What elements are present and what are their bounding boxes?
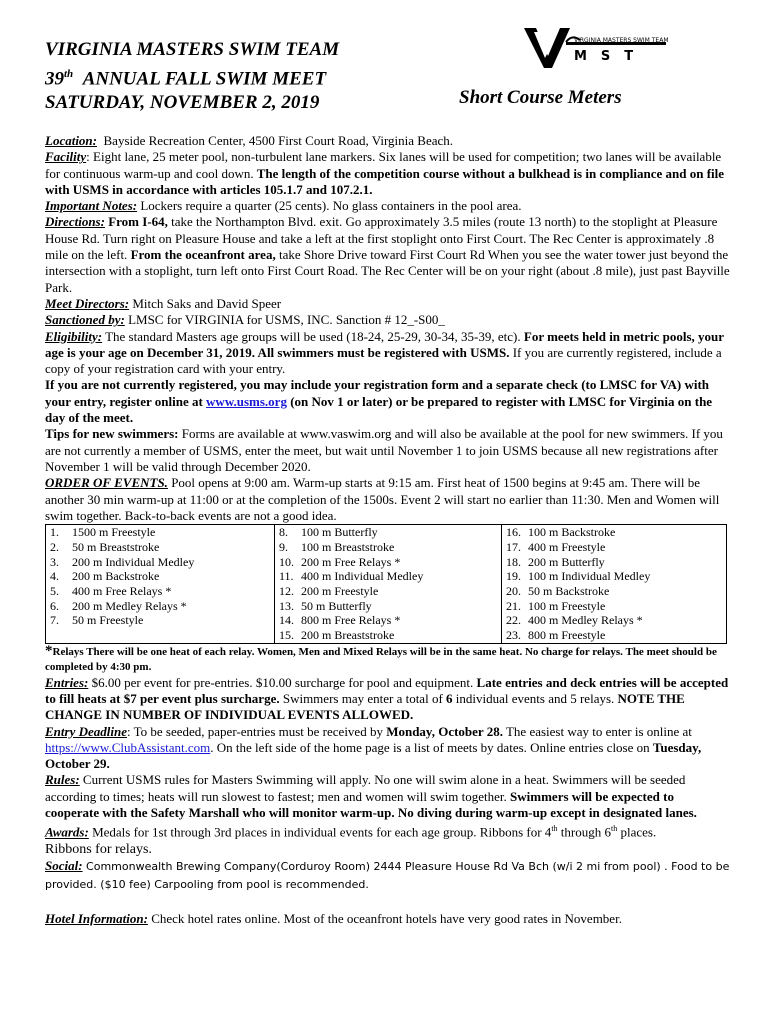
entries-paragraph: Entries: $6.00 per event for pre-entries. $10.00 surcharge for pool and equipment. Late entries and deck entries will be accepted to fill heats at $7 per event plus surcharge. Swimmers may enter a total of 6 individual events and 5 relays. NOTE THE CHANGE IN NUMBER OF INDIVIDUAL EVENTS ALLOWED. [45,674,729,723]
event-name: 800 m Free Relays * [301,613,401,628]
event-item [279,613,499,628]
social-paragraph: Social: Commonwealth Brewing Company(Corduroy Room) 2444 Pleasure House Rd Va Bch (w/i 2 mi from pool) . Food to be provided. ($10 fee) Carpooling from pool is recommended. [45,858,730,891]
event-item [50,613,272,628]
course-type: Short Course Meters [459,87,622,108]
event-number: 14. [279,613,294,628]
event-number: 15. [279,627,294,642]
event-item [506,628,724,643]
directions-label: Directions: [45,214,105,230]
important-paragraph: Important Notes: Lockers require a quarter (25 cents). No glass containers in the pool area. [45,198,522,214]
sanction-label: Sanctioned by: [45,312,125,328]
usms-link[interactable]: www.usms.org [206,393,287,409]
facility-label: Facility [45,149,87,165]
event-name: 400 m Individual Medley [301,569,424,584]
event-item [50,555,272,570]
social-label: Social: [45,858,83,874]
event-item [279,569,499,584]
events-table [45,524,727,644]
sanction-paragraph: Sanctioned by: LMSC for VIRGINIA for USMS, INC. Sanction # 12_-S00_ [45,312,445,328]
relay-asterisk: * [45,642,53,659]
awards-paragraph: Awards: Medals for 1st through 3rd places in individual events for each age group. Ribbons for 4th through 6th places. Ribbons for relays. [45,824,657,857]
event-item [506,525,724,540]
event-number: 5. [50,583,59,598]
event-item [506,540,724,555]
events-column-2 [275,525,502,644]
tips-paragraph: Tips for new swimmers: Forms are available at www.vaswim.org and will also be available at the pool for new swimmers. If you are not currently a member of USMS, enter the meet, but wait until November 1 to join USMS because all new registrations after November 1 will be valid through December 2020. [45,426,723,474]
event-item [506,613,724,628]
event-item [50,584,272,599]
event-number: 11. [279,569,294,584]
location-paragraph: Location: Bayside Recreation Center, 4500 First Court Road, Virginia Beach. [45,133,454,148]
event-name: 200 m Individual Medley [72,554,195,569]
event-name: 200 m Breaststroke [301,627,395,642]
event-number: 1. [50,525,59,540]
event-name: 50 m Butterfly [301,598,372,613]
event-item [50,569,272,584]
event-name: 50 m Freestyle [72,613,144,628]
event-number: 9. [279,539,288,554]
tips-label: Tips for new swimmers: [45,426,179,442]
event-number: 23. [506,627,521,642]
event-number: 18. [506,554,521,569]
order-label: ORDER OF EVENTS. [45,475,168,491]
entries-label: Entries: [45,674,89,690]
event-name: 200 m Butterfly [528,554,605,569]
directions-paragraph: Directions: From I-64, take the Northampton Blvd. exit. Go approximately 3.5 miles (route 13 north) to the stoplight at Pleasure House Rd. Turn right on Pleasure House and take a left at the first stoplight onto First Court. The Rec Center is approximately .8 mile on the left. From the oceanfront area, take Shore Drive toward First Court Rd When you see the water tower just beyond the intersection with a stoplight, turn left onto First Court Road. The Rec Center will be on your right (about .8 mile), just past Bayville Park. [45,214,730,295]
order-paragraph: ORDER OF EVENTS. Pool opens at 9:00 am. Warm-up starts at 9:15 am. First heat of 1500 begins at 9:45 am. There will be another 30 min warm-up at 11:00 or at the completion of the 1500s. Event 2 will start no earlier than 11:30. Men and Women will swim together. Back-to-back events are not a good idea. [45,475,720,523]
event-name: 800 m Freestyle [528,627,606,642]
event-name: 200 m Backstroke [72,569,160,584]
directors-paragraph: Meet Directors: Mitch Saks and David Speer [45,295,282,311]
location-label: Location: [45,133,97,148]
eligibility-paragraph: Eligibility: The standard Masters age groups will be used (18-24, 25-29, 30-34, 35-39, etc). For meets held in metric pools, your age is your age on December 31, 2019. All swimmers must be registered with USMS. If you are currently registered, include a copy of your registration card with your entry. [45,328,724,377]
event-number: 16. [506,525,521,540]
event-number: 17. [506,539,521,554]
rules-label: Rules: [45,772,80,788]
logo-graphic [520,22,670,72]
flyer-body [45,133,730,927]
spacer [45,893,730,911]
important-label: Important Notes: [45,198,138,214]
event-number: 21. [506,598,521,613]
event-item [506,599,724,614]
meet-name: 39th ANNUAL FALL SWIM MEET [45,68,327,90]
event-number: 13. [279,598,294,613]
event-number: 19. [506,569,521,584]
event-number: 20. [506,583,521,598]
events-column-1 [46,525,275,644]
event-number: 7. [50,613,59,628]
team-name: VIRGINIA MASTERS SWIM TEAM [45,39,340,60]
event-name: 100 m Butterfly [301,525,378,540]
event-name: 100 m Freestyle [528,598,606,613]
event-number: 6. [50,598,59,613]
event-item [506,584,724,599]
event-name: 100 m Individual Medley [528,569,651,584]
event-name: 100 m Breaststroke [301,539,395,554]
event-name: 200 m Medley Relays * [72,598,187,613]
event-item [506,569,724,584]
event-item [279,540,499,555]
directors-label: Meet Directors: [45,295,130,311]
event-item [50,540,272,555]
event-name: 400 m Free Relays * [72,583,172,598]
event-item [279,584,499,599]
event-number: 22. [506,613,521,628]
clubassistant-link[interactable]: https://www.ClubAssistant.com [45,739,211,755]
deadline-paragraph: Entry Deadline: To be seeded, paper-entries must be received by Monday, October 28. The easiest way to enter is online at https://www.ClubAssistant.com. On the left side of the home page is a list of meets by dates. Online entries close on Tuesday, October 29. [45,723,702,772]
relay-note: *Relays There will be one heat of each relay. Women, Men and Mixed Relays will be in the same heat. No charge for relays. The meet should be completed by 4:30 pm. [45,642,717,673]
event-name: 400 m Freestyle [528,539,606,554]
event-name: 50 m Backstroke [528,583,610,598]
event-name: 50 m Breaststroke [72,539,160,554]
event-number: 10. [279,554,294,569]
hotel-label: Hotel Information: [45,910,148,926]
event-item [279,628,499,643]
team-logo [520,22,670,72]
deadline-label: Entry Deadline [45,723,127,739]
meet-date: SATURDAY, NOVEMBER 2, 2019 [45,92,320,114]
event-name: 100 m Backstroke [528,525,616,540]
event-number: 8. [279,525,288,540]
event-item [279,525,499,540]
event-item [50,599,272,614]
event-name: 200 m Free Relays * [301,554,401,569]
logo-top-text: VIRGINIA MASTERS SWIM TEAM [574,37,669,44]
event-number: 3. [50,554,59,569]
event-item [279,599,499,614]
eligibility-label: Eligibility: [45,328,103,344]
event-item [50,525,272,540]
event-name: 400 m Medley Relays * [528,613,643,628]
event-item [506,555,724,570]
rules-paragraph: Rules: Current USMS rules for Masters Swimming will apply. No one will swim alone in a heat. Swimmers will be seeded according to times; heats will run slowest to fastest; men and women will swim together. Swimmers will be expected to cooperate with the Safety Marshall who will monitor warm-up. No diving during warm-up except in designated lanes. [45,772,697,820]
logo-letters: MST [574,49,648,64]
awards-label: Awards: [45,824,89,840]
event-name: 200 m Freestyle [301,583,379,598]
facility-paragraph: Facility: Eight lane, 25 meter pool, non-turbulent lane markers. Six lanes will be used for competition; two lanes will be available for continuous warm-up and cool down. The length of the competition course without a bulkhead is in compliance and on file with USMS in accordance with articles 105.1.7 and 107.2.1. [45,149,725,197]
event-number: 4. [50,569,59,584]
event-number: 2. [50,539,59,554]
event-number: 12. [279,583,294,598]
registration-paragraph: If you are not currently registered, you may include your registration form and a separate check (to LMSC for VA) with your entry, register online at www.usms.org (on Nov 1 or later) or be prepared to register with LMSC for Virginia on the day of the meet. [45,377,713,426]
event-name: 1500 m Freestyle [72,525,156,540]
events-column-3 [502,525,727,644]
meet-title-block [45,38,339,115]
hotel-paragraph: Hotel Information: Check hotel rates online. Most of the oceanfront hotels have very good rates in November. [45,910,622,926]
event-item [279,555,499,570]
